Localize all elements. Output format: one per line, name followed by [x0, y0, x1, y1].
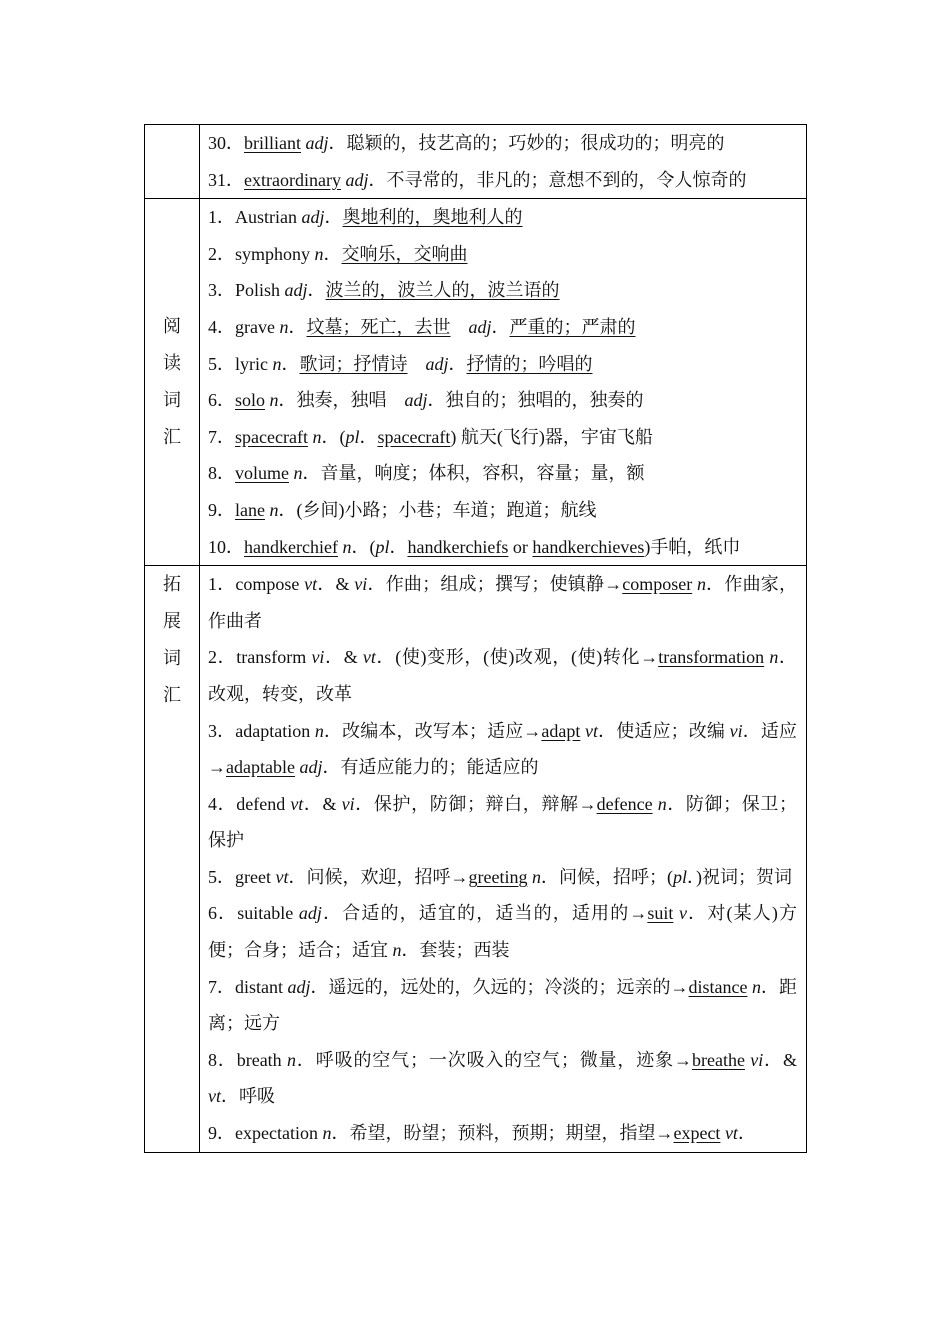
part-of-speech: n — [293, 463, 303, 484]
entry-list — [208, 199, 797, 565]
vocab-entry: 8．volume n．音量，响度；体积，容积，容量；量，额 — [208, 463, 645, 484]
part-of-speech: vi — [311, 647, 325, 668]
section-label-char: 阅 — [163, 316, 181, 337]
part-of-speech: n — [769, 647, 779, 668]
section-entries-cell — [200, 566, 807, 1153]
part-of-speech: vi — [729, 720, 743, 741]
vocab-entry: 30．brilliant adj．聪颖的，技艺高的；巧妙的；很成功的；明亮的 — [208, 133, 725, 153]
section-label-char: 读 — [163, 353, 181, 374]
underlined-term: spacecraft — [235, 426, 308, 447]
part-of-speech: n — [279, 316, 289, 337]
underlined-term: greeting — [468, 866, 528, 887]
vocab-entry: 6．suitable adj．合适的，适宜的，适当的，适用的→suit v．对(某人)方便；合身；适合；适宜 n．套装；西装 — [208, 903, 798, 961]
section-label-cell — [145, 125, 200, 199]
part-of-speech: n — [657, 793, 667, 814]
part-of-speech: vi — [354, 574, 368, 595]
underlined-term: handkerchieves — [532, 536, 645, 557]
part-of-speech: n — [696, 574, 706, 595]
vocab-entry: 10．handkerchief n．(pl．handkerchiefs or handkerchieves)手帕，纸巾 — [208, 536, 741, 557]
vocab-entry: 7．distant adj．遥远的，远处的，久远的；冷淡的；远亲的→distance n．距离；远方 — [208, 976, 797, 1034]
underlined-term: solo — [235, 390, 266, 411]
underlined-term: extraordinary — [244, 169, 341, 190]
vocab-entry: 3．Polish adj．波兰的，波兰人的，波兰语的 — [208, 280, 560, 301]
underlined-term: 严重的；严肃的 — [509, 316, 636, 337]
underlined-term: composer — [622, 574, 693, 595]
underlined-term: adaptable — [226, 757, 295, 778]
vocab-entry: 4．grave n．坟墓；死亡，去世 adj．严重的；严肃的 — [208, 316, 636, 337]
part-of-speech: n — [287, 1049, 297, 1070]
underlined-term: breathe — [691, 1049, 745, 1070]
underlined-term: distance — [688, 976, 748, 997]
section-label-char: 展 — [163, 611, 181, 632]
section-row-extended-vocabulary — [145, 566, 807, 1153]
part-of-speech: vt — [290, 793, 304, 814]
part-of-speech: n — [314, 243, 324, 264]
underlined-term: 交响乐，交响曲 — [341, 243, 468, 264]
part-of-speech: vt — [304, 574, 318, 595]
section-label-cell — [145, 566, 200, 1153]
part-of-speech: vi — [341, 793, 355, 814]
vocab-entry: 2．transform vi．& vt．(使)变形，(使)改观，(使)转化→transformation n．改观，转变，改革 — [208, 647, 797, 704]
section-label — [145, 566, 199, 714]
underlined-term: 波兰的，波兰人的，波兰语的 — [325, 280, 560, 301]
underlined-term: handkerchiefs — [407, 536, 509, 557]
part-of-speech: vt — [208, 1086, 221, 1107]
underlined-term: handkerchief — [244, 536, 338, 557]
underlined-term: expect — [673, 1123, 721, 1144]
part-of-speech: vt — [724, 1123, 738, 1144]
section-row-continuation — [145, 125, 807, 199]
underlined-term: lane — [235, 499, 265, 520]
part-of-speech: adj — [299, 757, 323, 778]
section-entries-cell — [200, 199, 807, 566]
vocabulary-table — [144, 124, 807, 1153]
part-of-speech: n — [269, 499, 279, 520]
part-of-speech: vt — [275, 866, 289, 887]
section-label-char: 词 — [163, 648, 181, 669]
underlined-term: 奥地利的，奥地利人的 — [342, 207, 523, 228]
part-of-speech: adj — [287, 976, 311, 997]
part-of-speech: pl — [672, 866, 687, 887]
underlined-term: transformation — [658, 647, 765, 668]
vocab-entry: 1．compose vt．& vi．作曲；组成；撰写；使镇静→composer n．作曲家，作曲者 — [208, 574, 797, 631]
section-row-reading-vocabulary — [145, 199, 807, 566]
vocab-entry: 5．greet vt．问候，欢迎，招呼→greeting n．问候，招呼；(pl．)祝词；贺词 — [208, 866, 792, 887]
part-of-speech: adj — [301, 207, 325, 228]
vocab-entry: 31．extraordinary adj．不寻常的，非凡的；意想不到的，令人惊奇的 — [208, 169, 747, 190]
part-of-speech: adj — [284, 280, 308, 301]
underlined-term: 歌词；抒情诗 — [299, 353, 408, 374]
part-of-speech: n — [322, 1123, 332, 1144]
part-of-speech: adj — [404, 390, 428, 411]
vocab-entry: 8．breath n．呼吸的空气；一次吸入的空气；微量，迹象→breathe vi．& vt．呼吸 — [208, 1049, 798, 1107]
vocab-entry: 5．lyric n．歌词；抒情诗 adj．抒情的；吟唱的 — [208, 353, 593, 374]
section-label-char: 汇 — [163, 685, 181, 706]
vocab-entry: 2．symphony n．交响乐，交响曲 — [208, 243, 468, 264]
part-of-speech: adj — [305, 133, 329, 153]
underlined-term: suit — [647, 903, 674, 924]
part-of-speech: vt — [585, 720, 598, 741]
part-of-speech: n — [392, 940, 402, 961]
underlined-term: 坟墓；死亡，去世 — [306, 316, 451, 337]
underlined-term: defence — [596, 793, 653, 814]
part-of-speech: n — [342, 536, 352, 557]
part-of-speech: vt — [362, 647, 376, 668]
part-of-speech: pl — [345, 426, 360, 447]
vocab-entry: 9．expectation n．希望，盼望；预料，预期；期望，指望→expect vt． — [208, 1123, 756, 1144]
part-of-speech: vi — [750, 1049, 764, 1070]
entry-list — [208, 566, 797, 1152]
section-label — [145, 199, 199, 456]
underlined-term: 抒情的；吟唱的 — [466, 353, 593, 374]
vocab-entry: 1．Austrian adj．奥地利的，奥地利人的 — [208, 207, 523, 228]
section-label-char: 词 — [163, 390, 181, 411]
section-label-char: 拓 — [163, 574, 181, 595]
part-of-speech: v — [679, 903, 688, 924]
section-label-cell — [145, 199, 200, 566]
vocab-entry: 3．adaptation n．改编本，改写本；适应→adapt vt．使适应；改编 vi．适应→adaptable adj．有适应能力的；能适应的 — [208, 720, 798, 778]
vocab-entry: 9．lane n．(乡间)小路；小巷；车道；跑道；航线 — [208, 499, 597, 520]
part-of-speech: pl — [375, 536, 390, 557]
part-of-speech: n — [531, 866, 541, 887]
entry-list — [208, 125, 797, 198]
underlined-term: spacecraft — [377, 426, 451, 447]
vocab-entry: 4．defend vt．& vi．保护，防御；辩白，辩解→defence n．防御；保卫；保护 — [208, 793, 797, 851]
underlined-term: volume — [235, 463, 289, 484]
part-of-speech: adj — [468, 316, 492, 337]
part-of-speech: n — [312, 426, 322, 447]
part-of-speech: n — [752, 976, 761, 997]
section-entries-cell — [200, 125, 807, 199]
part-of-speech: adj — [425, 353, 449, 374]
section-label-char: 汇 — [163, 427, 181, 448]
underlined-term: adapt — [541, 720, 581, 741]
part-of-speech: n — [269, 390, 279, 411]
vocab-entry: 7．spacecraft n．(pl．spacecraft) 航天(飞行)器，宇宙飞船 — [208, 426, 653, 447]
part-of-speech: adj — [298, 903, 322, 924]
part-of-speech: n — [314, 720, 324, 741]
part-of-speech: adj — [345, 169, 369, 190]
underlined-term: brilliant — [244, 133, 301, 153]
vocab-entry: 6．solo n．独奏，独唱 adj．独自的；独唱的，独奏的 — [208, 390, 644, 411]
part-of-speech: n — [272, 353, 282, 374]
